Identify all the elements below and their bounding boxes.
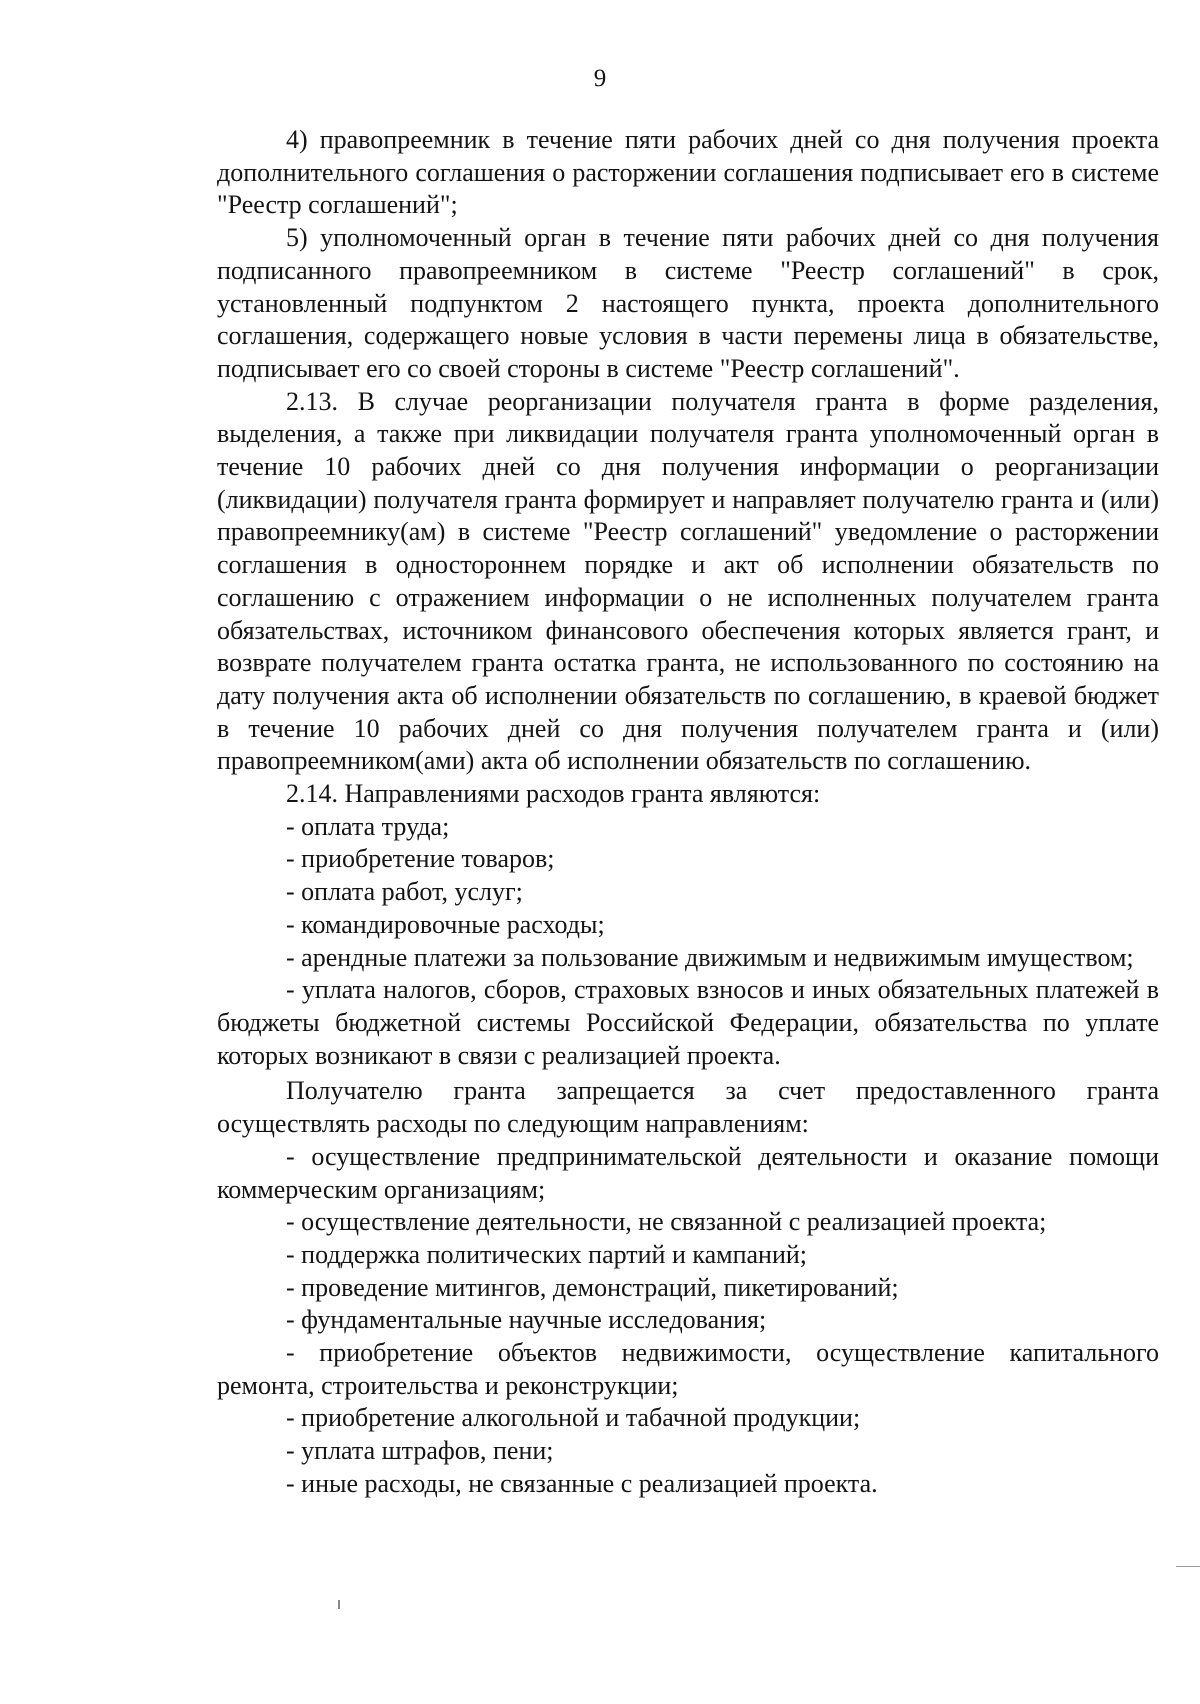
expense-direction-item: - приобретение товаров;: [286, 844, 555, 874]
scan-edge-mark: [1176, 1566, 1200, 1567]
prohibited-direction-item: - проведение митингов, демонстраций, пикетирований;: [286, 1272, 899, 1302]
expense-direction-item: - оплата труда;: [286, 811, 450, 841]
expense-direction-item: - арендные платежи за пользование движимым и недвижимым имуществом;: [286, 942, 1134, 972]
prohibited-direction-item: - поддержка политических партий и кампаний;: [286, 1239, 808, 1269]
document-body: [217, 124, 1159, 1501]
prohibited-direction-item: - осуществление деятельности, не связанной с реализацией проекта;: [286, 1207, 1047, 1237]
prohibition-intro: Получателю гранта запрещается за счет предоставленного гранта осуществлять расходы по следующим направлениям:: [217, 1076, 1159, 1139]
expense-direction-item: - оплата работ, услуг;: [286, 877, 523, 907]
paragraph-item-4: 4) правопреемник в течение пяти рабочих дней со дня получения проекта дополнительного соглашения о расторжении соглашения подписывает его в системе "Реестр соглашений";: [217, 125, 1159, 220]
paragraph-item-5: 5) уполномоченный орган в течение пяти рабочих дней со дня получения подписанного правопреемником в системе "Реестр соглашений" в срок, установленный подпунктом 2 настоящего пункта, проекта дополнительного соглашения, содержащего новые условия в части перемены лица в обязательстве, подписывает его со своей стороны в системе "Реестр соглашений".: [217, 223, 1159, 383]
prohibited-direction-item: - осуществление предпринимательской деятельности и оказание помощи коммерческим организациям;: [217, 1141, 1159, 1204]
page-number: 9: [593, 65, 607, 92]
prohibited-direction-item: - приобретение объектов недвижимости, осуществление капитального ремонта, строительства и реконструкции;: [217, 1338, 1159, 1400]
paragraph-2-13: 2.13. В случае реорганизации получателя гранта в форме разделения, выделения, а также при ликвидации получателя гранта уполномоченный орган в течение 10 рабочих дней со дня получения информации о реорганизации (ликвидации) получателя гранта формирует и направляет получателю гранта и (или) правопреемнику(ам) в системе "Реестр соглашений" уведомление о расторжении соглашения в одностороннем порядке и акт об исполнении обязательств по соглашению с отражением информации о не исполненных получателем гранта обязательствах, источником финансового обеспечения которых является грант, и возврате получателем гранта остатка гранта, не использованного по состоянию на дату получения акта об исполнении обязательств по соглашению, в краевой бюджет в течение 10 рабочих дней со дня получения получателем гранта и (или) правопреемником(ами) акта об исполнении обязательств по соглашению.: [217, 386, 1159, 776]
prohibited-direction-item: - иные расходы, не связанные с реализацией проекта.: [286, 1468, 878, 1498]
prohibited-direction-item: - уплата штрафов, пени;: [286, 1436, 554, 1466]
expense-direction-item: - уплата налогов, сборов, страховых взносов и иных обязательных платежей в бюджеты бюджетной системы Российской Федерации, обязательства по уплате которых возникают в связи с реализацией проекта.: [217, 975, 1159, 1070]
paragraph-2-14: 2.14. Направлениями расходов гранта являются:: [286, 779, 821, 809]
expense-direction-item: - командировочные расходы;: [286, 909, 605, 939]
prohibited-direction-item: - приобретение алкогольной и табачной продукции;: [286, 1403, 861, 1433]
prohibited-direction-item: - фундаментальные научные исследования;: [286, 1305, 767, 1335]
scan-speck: [338, 1600, 340, 1609]
